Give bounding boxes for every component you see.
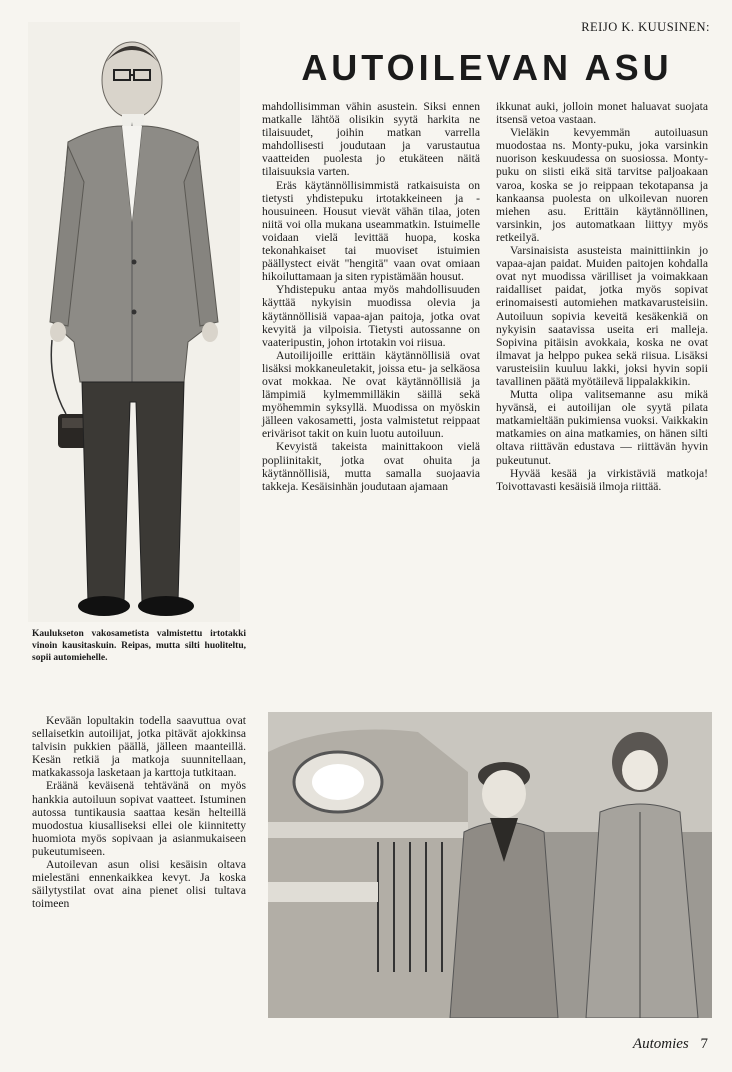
paragraph: Kevään lopultakin todella saavuttua ovat sellaisetkin autoilijat, jotka pitävät ajokkinsa talvisin pukkien päällä, jälleen maanteillä. Kesän retkiä ja matkoja suunnitellaan, matkakassoja lasketaan ja karttoja tutkitaan. (32, 714, 246, 780)
article-column-3 (32, 714, 246, 910)
paragraph: ikkunat auki, jolloin monet haluavat suojata itsensä vetoa vastaan. (496, 100, 708, 127)
paragraph: Eräs käytännöllisimmistä ratkaisuista on tietysti yhdistepuku irtotakkeineen ja -housuineen. Housut vievät vähän tilaa, joten niitä voi olla mukana useammatkin. Istuimelle voidaan vielä levittää huopa, koska tekonahkaiset tai muoviset istuimien päällystect eivät "hengitä" vaan ovat omiaan hikoiluttamaan ja siten rypistämään housut. (262, 178, 480, 284)
photo-caption: Kaulukseton vakosametista valmistettu irtotakki vinoin kausitaskuin. Reipas, mutta silti huoliteltu, sopii automiehelle. (32, 629, 246, 663)
magazine-name: Automies (632, 1036, 689, 1052)
paragraph: mahdollisimman vähin asustein. Siksi ennen matkalle lähtöä olisikin syytä harkita ne tilaisuudet, joihin matkan varrella mahdollisesti joudutaan ja varustautua vaatteiden puolesta jo etukäteen näitä tilaisuuksia varten. (262, 100, 480, 179)
paragraph: Hyvää kesää ja virkistäviä matkoja! Toivottavasti kesäisiä ilmoja riittää. (496, 466, 708, 493)
article-title: AUTOILEVAN ASU (301, 47, 673, 88)
paragraph: Autoilevan asun olisi kesäisin oltava mielestäni ennenkaikkea kevyt. Ja koska säilytystilat ovat aina pienet olisi tultava toimeen (32, 858, 246, 911)
paragraph: Kevyistä takeista mainittakoon vielä popliinitakit, jotka ovat ohuita ja käytännöllisiä, mutta samalla suojaavia takkeja. Kesäisinhän joudutaan ajamaan (262, 440, 480, 493)
children-car-illustration-icon (268, 712, 712, 1018)
page-footer (633, 1036, 708, 1053)
article-column-1 (262, 100, 480, 493)
page-number: 7 (700, 1036, 708, 1052)
author-byline: REIJO K. KUUSINEN: (581, 20, 710, 34)
article-column-2 (496, 100, 708, 493)
paragraph: Varsinaisista asusteista mainittiinkin jo vapaa-ajan paidat. Muiden paitojen kohdalla ovat nyt muodissa värilliset ja voimakkaan raidalliset paidat, jotka myös sopivat erinomaisesti automiehen matkavarusteisiin. Autoiluun sopivia keveitä kesäkenkiä on nykyisin saatavissa useita eri malleja. Sopivina pitäisin avokkaia, koska ne ovat ilmavat ja helppo pukea sekä riisua. Lisäksi varusteisiin kuuluu lakki, joksi hyvin sopii tavallinen päätä myötäilevä lippalakkikin. (496, 244, 708, 388)
paragraph: Eräänä keväisenä tehtävänä on myös hankkia autoiluun sopivat vaatteet. Istuminen autossa tuntikausia saattaa kesän helteillä muodostua kiusalliseksi ellei ole kiinnitetty huomiota myös sopivaan ja asianmukaiseen pukeutumiseen. (32, 779, 246, 858)
man-photo (28, 22, 240, 622)
paragraph: Vieläkin kevyemmän autoiluasun muodostaa ns. Monty-puku, joka varsinkin nuorison keskuudessa on suosiossa. Monty-puku on siisti eikä sitä tarvitse paljoakaan varoa, koska se jo reippaan tekotapansa ja kankaansa puolesta on ulkoilevan nuoren miehen asu. Erittäin käytännöllinen, varsinkin, jos automatkaan liittyy myös retkeilyä. (496, 126, 708, 244)
man-illustration-icon (28, 22, 240, 622)
paragraph: Mutta olipa valitsemanne asu mikä hyvänsä, ei autoilijan ole syytä pilata matkamieltään pukimiensa vuoksi. Vaikkakin matkamies on aina matkamies, on hänen silti oltava riittävän edustava — riittävän hyvin pukeutunut. (496, 388, 708, 467)
paragraph: Autoilijoille erittäin käytännöllisiä ovat lisäksi mokkaneuletakit, joissa etu- ja selkäosa ovat mokkaa. Ne ovat käytännöllisiä ja lämpimiä kylmemmilläkin säillä sekä myöhemmin syksyllä. Muodissa on myöskin jälleen vakosametti, josta valmistetut reippaat erivärisot takit on kuin luotu autoiluun. (262, 348, 480, 441)
children-photo (268, 712, 712, 1018)
paragraph: Yhdistepuku antaa myös mahdollisuuden käyttää nykyisin muodissa olevia ja käytännöllisiä vapaa-ajan paitoja, jotka ovat kevyitä ja vilpoisia. Tietysti autossanne on vaateripustin, johon irtotakin voi riisua. (262, 283, 480, 349)
